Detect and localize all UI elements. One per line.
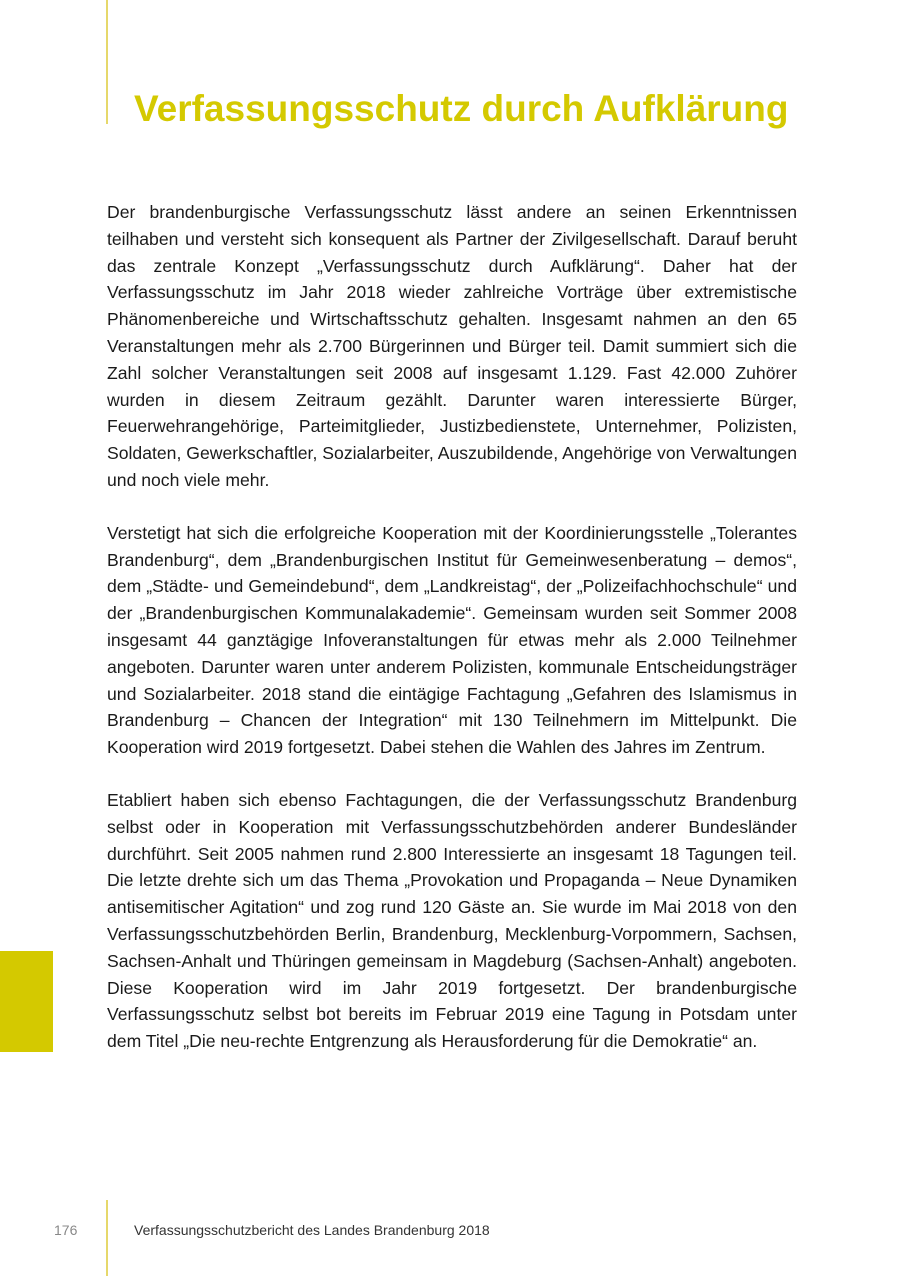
paragraph-1: Der brandenburgische Verfassungsschutz lässt andere an seinen Erkenntnissen teilhaben und versteht sich konsequent als Partner der Zivilgesellschaft. Darauf beruht das zentrale Konzept „Verfassungsschutz durch Aufklärung“. Daher hat der Verfassungsschutz im Jahr 2018 wieder zahlreiche Vorträge über extremistische Phänomenbereiche und Wirtschaftsschutz gehalten. Insgesamt nahmen an den 65 Veranstaltungen mehr als 2.700 Bürgerinnen und Bürger teil. Damit summiert sich die Zahl solcher Veranstaltungen seit 2008 auf insgesamt 1.129. Fast 42.000 Zuhörer wurden in diesem Zeitraum gezählt. Darunter waren interessierte Bürger, Feuerwehrangehörige, Parteimitglieder, Justizbedienstete, Unternehmer, Polizisten, Soldaten, Gewerkschaftler, Sozialarbeiter, Auszubildende, Angehörige von Verwaltungen und noch viele mehr. [107,202,797,490]
footer-divider-rule [106,1200,108,1276]
footer-title: Verfassungsschutzbericht des Landes Brandenburg 2018 [134,1222,490,1238]
page-number: 176 [54,1222,78,1238]
paragraph-3: Etabliert haben sich ebenso Fachtagungen, die der Verfassungsschutz Brandenburg selbst oder in Kooperation mit Verfassungsschutzbehörden anderer Bundesländer durchführt. Seit 2005 nahmen rund 2.800 Interessierte an insgesamt 18 Tagungen teil. Die letzte drehte sich um das Thema „Provokation und Propaganda – Neue Dynamiken antisemitischer Agitation“ und zog rund 120 Gäste an. Sie wurde im Mai 2018 von den Verfassungsschutzbehörden Berlin, Brandenburg, Mecklenburg-Vorpommern, Sachsen, Sachsen-Anhalt und Thüringen gemeinsam in Magdeburg (Sachsen-Anhalt) angeboten. Diese Kooperation wird im Jahr 2019 fortgesetzt. Der brandenburgische Verfassungsschutz selbst bot bereits im Februar 2019 eine Tagung in Potsdam unter dem Titel „Die neu-rechte Entgrenzung als Herausforderung für die Demokratie“ an. [107,789,797,1052]
chapter-marker-tab [0,951,53,1052]
paragraph-2: Verstetigt hat sich die erfolgreiche Kooperation mit der Koordinierungsstelle „Tolerantes Brandenburg“, dem „Brandenburgischen Institut für Gemeinwesenberatung – demos“, dem „Städte- und Gemeindebund“, dem „Landkreistag“, der „Polizeifachhochschule“ und der „Brandenburgischen Kommunalakademie“. Gemeinsam wurden seit Sommer 2008 insgesamt 44 ganztägige Infoveranstaltungen für etwas mehr als 2.000 Teilnehmer angeboten. Darunter waren unter anderem Polizisten, kommunale Entscheidungsträger und Sozialarbeiter. 2018 stand die eintägige Fachtagung „Gefahren des Islamismus in Brandenburg – Chancen der Integration“ mit 130 Teilnehmern im Mittelpunkt. Die Kooperation wird 2019 fortgesetzt. Dabei stehen die Wahlen des Jahres im Zentrum. [107,522,797,758]
header-divider-rule [106,0,108,124]
page-title: Verfassungsschutz durch Aufklärung [134,88,789,129]
body-text [107,199,797,1081]
